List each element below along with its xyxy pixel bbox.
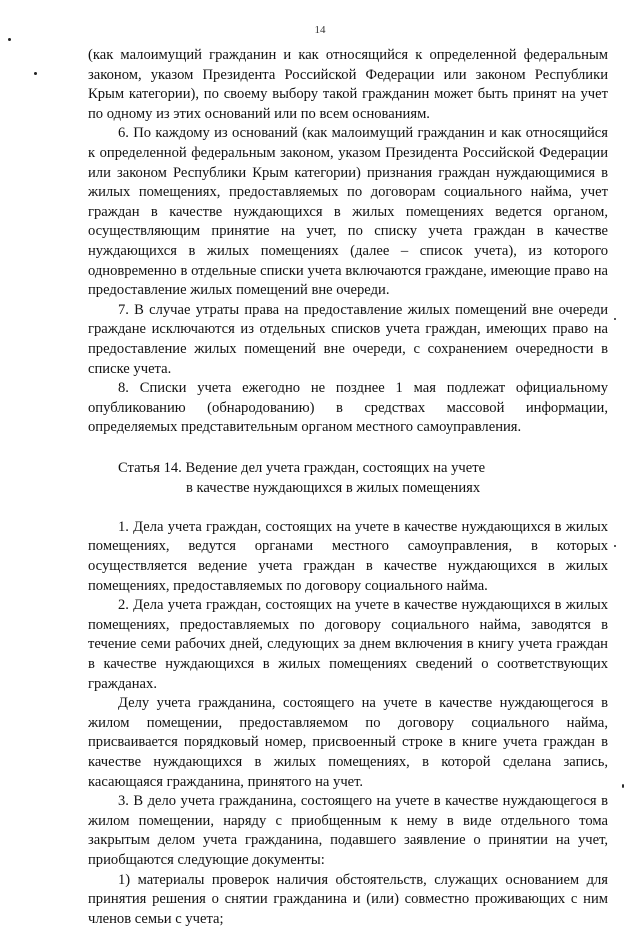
- scan-speck: [622, 784, 624, 788]
- page-number: 14: [314, 24, 326, 36]
- article-paragraph-1: 1. Дела учета граждан, состоящих на учете в качестве нуждающихся в жилых помещениях, ведутся органами местного самоуправления, в которых осуществляется ведение учета граждан в качестве нуждающихся в жилых помещениях, предоставляемых по договору социального найма.: [88, 518, 608, 594]
- article-paragraph-3-item-1: 1) материалы проверок наличия обстоятельств, служащих основанием для принятия решения о снятии гражданина и (или) совместно проживающих с ним членов семьи с учета;: [88, 871, 608, 927]
- scan-speck: [34, 72, 37, 75]
- article-title-line-2: в качестве нуждающихся в жилых помещениях: [186, 479, 481, 496]
- scan-speck: [614, 318, 616, 320]
- scan-speck: [8, 38, 11, 41]
- spacer: [88, 498, 608, 518]
- document-body: [88, 46, 608, 929]
- article-paragraph-2-continued: Делу учета гражданина, состоящего на учете в качестве нуждающегося в жилом помещении, предоставляемом по договору социального найма, присваивается порядковый номер, присвоенный строке в книге учета граждан в качестве нуждающихся в жилых помещениях, в которой сделана запись, касающаяся гражданина, принятого на учет.: [88, 695, 608, 790]
- article-paragraph-2: 2. Дела учета граждан, состоящих на учете в качестве нуждающихся в жилых помещениях, предоставляемых по договору социального найма, заводятся в течение семи рабочих дней, следующих за днем включения в книгу учета граждан в качестве нуждающихся в жилых помещениях сведений о соответствующих гражданах.: [88, 597, 608, 692]
- paragraph-item-7: 7. В случае утраты права на предоставление жилых помещений вне очереди граждане исключаются из отдельных списков учета граждан, имеющих право на предоставление жилых помещений вне очереди, с сохранением очередности в списке учета.: [88, 301, 608, 377]
- scan-speck: [614, 545, 616, 547]
- article-paragraph-3: 3. В дело учета гражданина, состоящего на учете в качестве нуждающегося в жилом помещении, наряду с приобщенным к нему в виде отдельного тома закрытым делом учета гражданина, подавшего заявление о принятии на учет, приобщаются следующие документы:: [88, 793, 608, 868]
- article-title-line-1: Статья 14. Ведение дел учета граждан, состоящих на учете: [118, 459, 486, 476]
- paragraph-continuation: (как малоимущий гражданин и как относящийся к определенной федеральным законом, указом Президента Российской Федерации или законом Республики Крым категории), по своему выбору такой гражданин может быть принят на учет по одному из этих оснований или по всем основаниям.: [88, 47, 608, 122]
- paragraph-item-8: 8. Списки учета ежегодно не позднее 1 мая подлежат официальному опубликованию (обнародованию) в средствах массовой информации, определяемых представительным органом местного самоуправления.: [88, 380, 608, 436]
- spacer: [88, 438, 608, 458]
- paragraph-item-6: 6. По каждому из оснований (как малоимущий гражданин и как относящийся к определенной федеральным законом, указом Президента Российской Федерации или законом Республики Крым категории) признания граждан нуждающимися в жилых помещениях, предоставляемых по договорам социального найма, учет граждан в качестве нуждающихся в жилых помещениях ведется органом, осуществляющим принятие на учет, по списку учета граждан в качестве нуждающихся в жилых помещениях (далее – список учета), из которого одновременно в отдельные списки учета включаются граждане, имеющие право на предоставление жилых помещений вне очереди.: [88, 125, 608, 299]
